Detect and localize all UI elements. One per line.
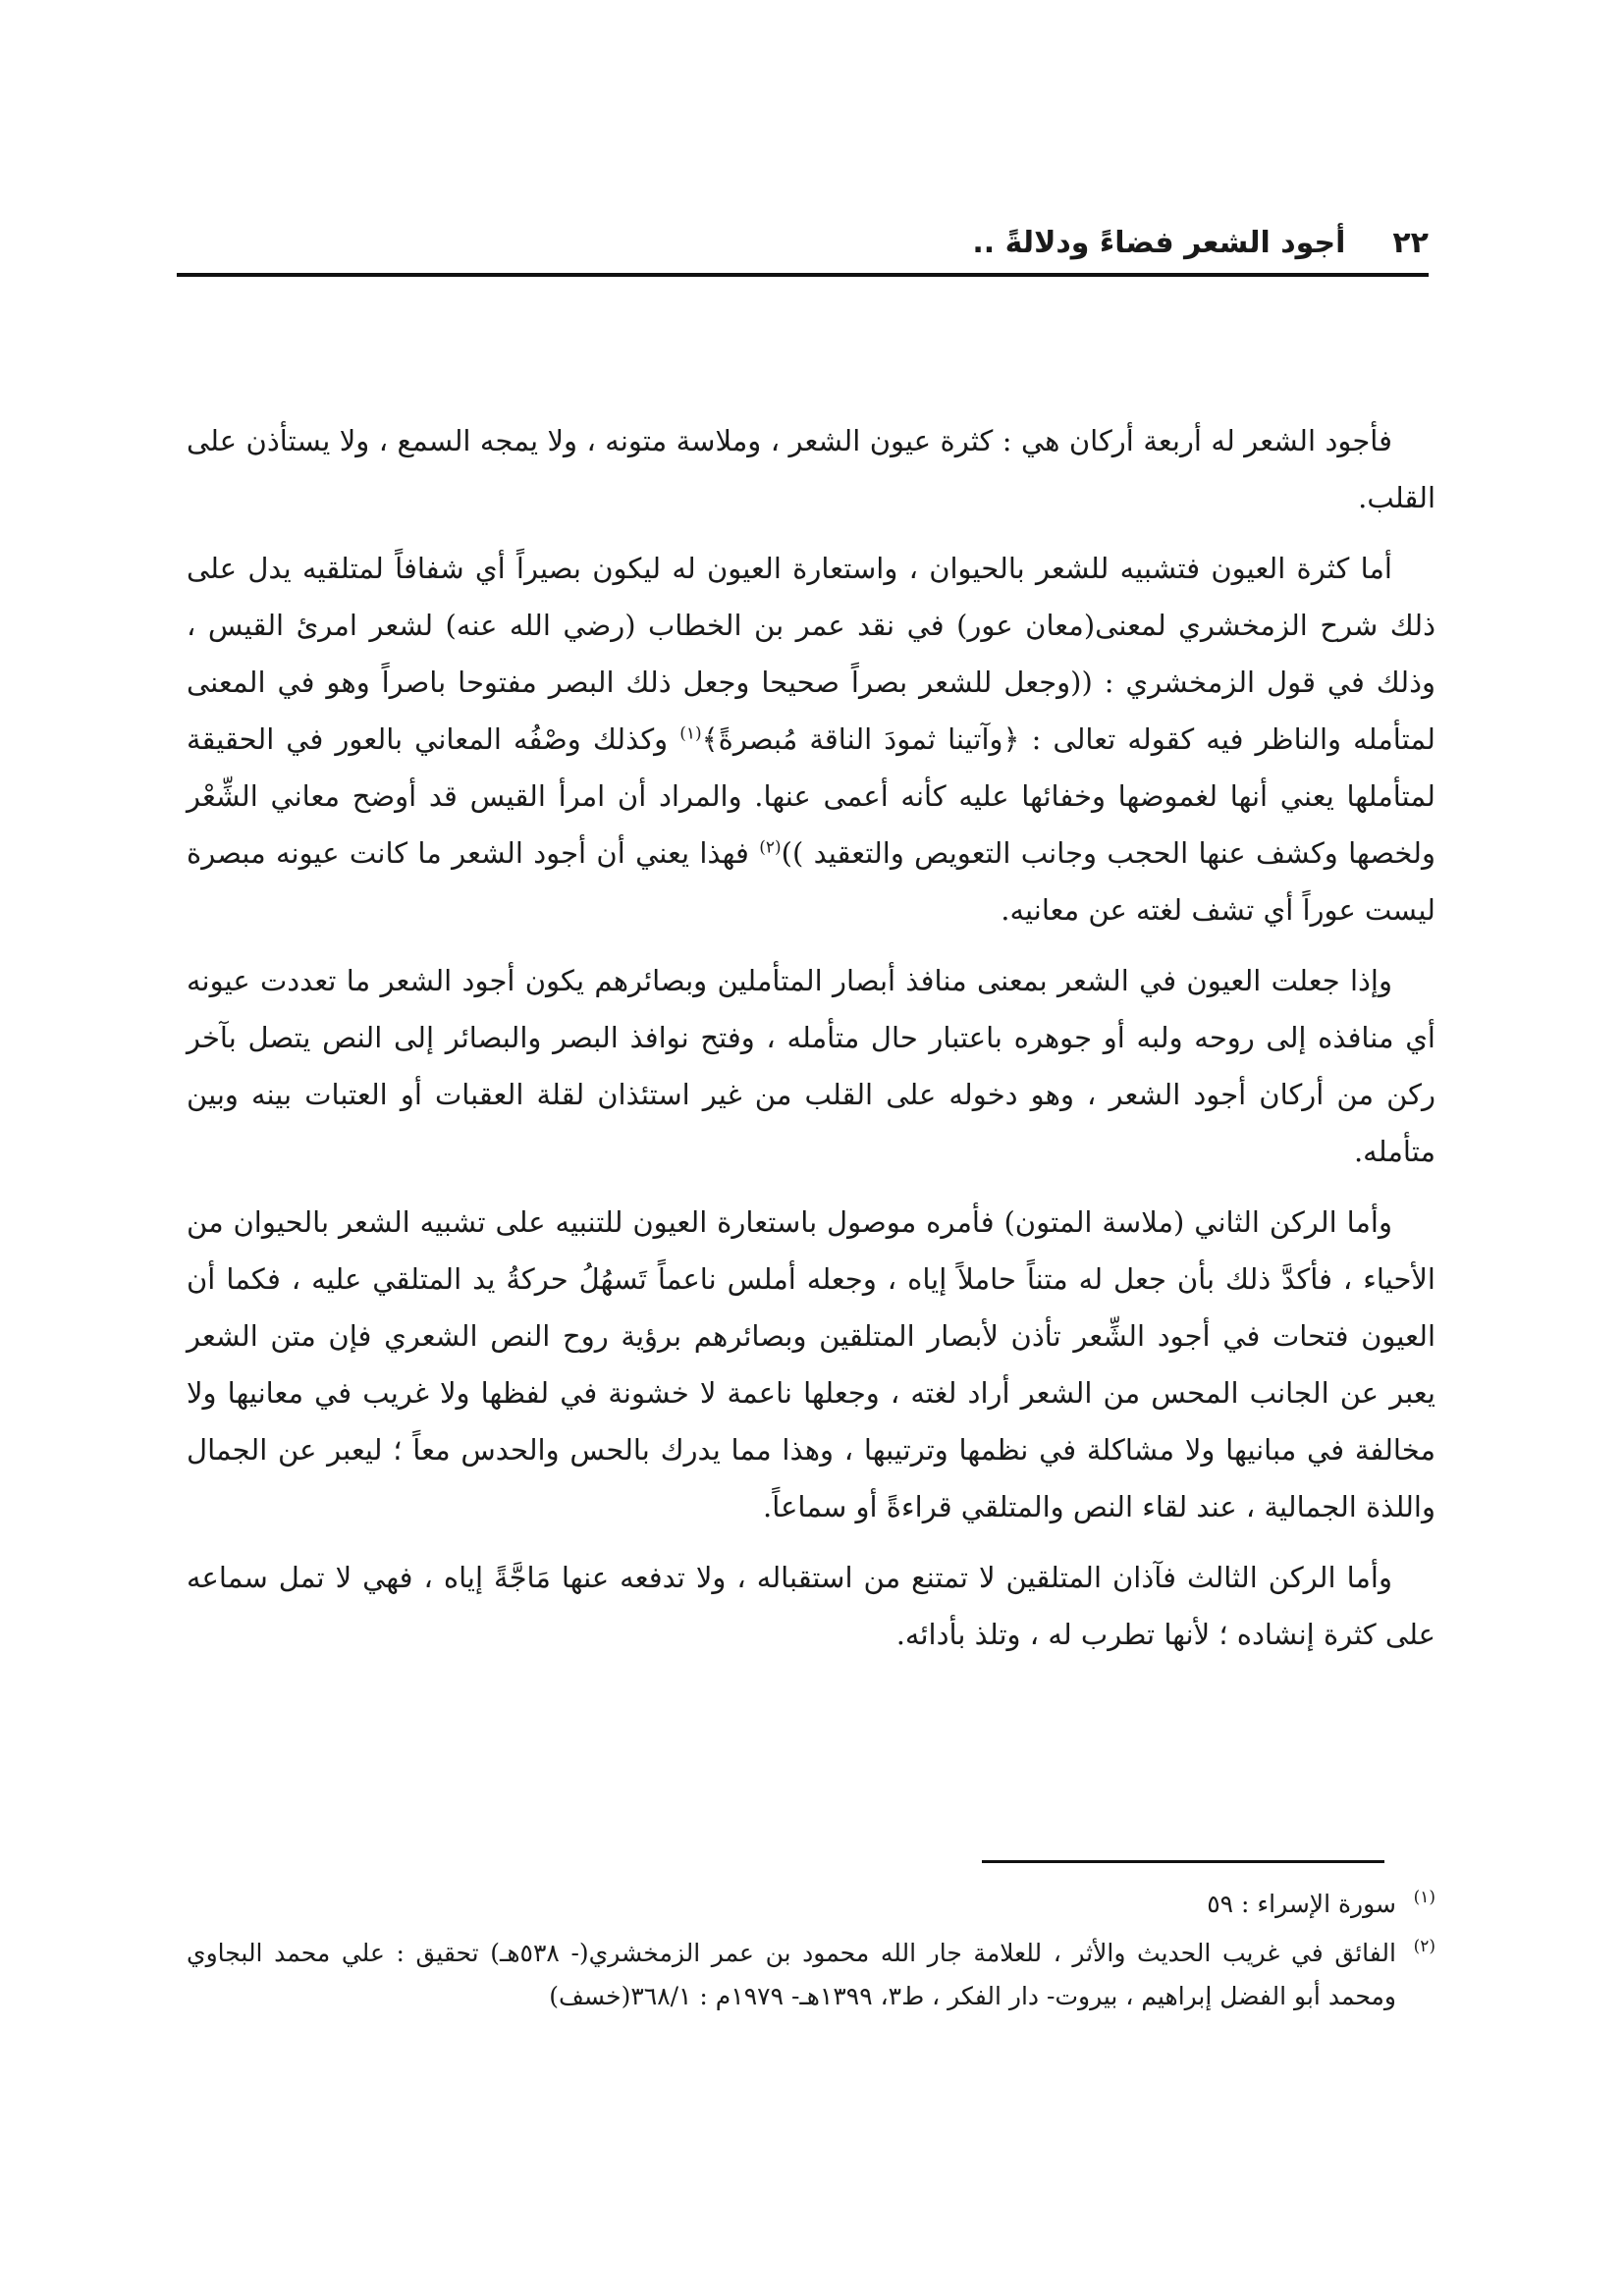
footnote-reference: (٢): [759, 837, 782, 858]
header-divider: [177, 273, 1429, 277]
footnote-number: (١): [1413, 1888, 1435, 1907]
footnote: [187, 1932, 1435, 2018]
paragraph-segment: أما كثرة العيون فتشبيه للشعر بالحيوان ، واستعارة العيون له ليكون بصيراً أي شفافاً لمتلقيه يدل على ذلك شرح الزمخشري لمعنى(معان عور) في نقد عمر بن الخطاب (رضي الله عنه) لشعر امرئ القيس ، وذلك في قول الزمخشري : ((وجعل للشعر بصراً صحيحا وجعل ذلك البصر مفتوحا باصراً وهو في المعنى لمتأمله والناظر فيه كقوله تعالى : ﴿وآتينا ثمودَ الناقة مُبصرةً﴾: [187, 552, 1435, 756]
footnote: [187, 1883, 1435, 1926]
paragraph: وإذا جعلت العيون في الشعر بمعنى منافذ أبصار المتأملين وبصائرهم يكون أجود الشعر ما تعددت عيونه أي منافذه إلى روحه ولبه أو جوهره باعتبار حال متأمله ، وفتح نوافذ البصر والبصائر إلى النص يتصل بآخر ركن من أركان أجود الشعر ، وهو دخوله على القلب من غير استئذان لقلة العقبات أو العتبات بينه وبين متأمله.: [187, 964, 1435, 1168]
footnote-reference: (١): [679, 723, 702, 744]
footnote-divider: [982, 1860, 1384, 1863]
page-header: [177, 218, 1429, 267]
paragraph: فأجود الشعر له أربعة أركان هي : كثرة عيون الشعر ، وملاسة متونه ، ولا يمجه السمع ، ولا يستأذن على القلب.: [187, 424, 1435, 514]
running-title: أجود الشعر فضاءً ودلالةً ..: [972, 225, 1346, 260]
footnote-text: الفائق في غريب الحديث والأثر ، للعلامة جار الله محمود بن عمر الزمخشري(- ٥٣٨هـ) تحقيق : علي محمد البجاوي ومحمد أبو الفضل إبراهيم ، بيروت- دار الفكر ، ط٣، ١٣٩٩هـ- ١٩٧٩م : ٣٦٨/١(خسف): [187, 1939, 1396, 2010]
paragraph: وأما الركن الثالث فآذان المتلقين لا تمتنع من استقباله ، ولا تدفعه عنها مَاجَّةً إياه ، فهي لا تمل سماعه على كثرة إنشاده ؛ لأنها تطرب له ، وتلذ بأدائه.: [187, 1561, 1435, 1651]
paragraph-segment: فهذا يعني أن أجود الشعر ما كانت عيونه مبصرة ليست عوراً أي تشف لغته عن معانيه.: [187, 836, 1435, 927]
footnote-text: سورة الإسراء : ٥٩: [1207, 1890, 1396, 1918]
page-number: ٢٢: [1392, 225, 1429, 260]
footnotes: [187, 1883, 1435, 2024]
body-text: [187, 412, 1435, 1677]
paragraph: وأما الركن الثاني (ملاسة المتون) فأمره موصول باستعارة العيون للتنبيه على تشبيه الشعر بالحيوان من الأحياء ، فأكدَّ ذلك بأن جعل له متناً حاملاً إياه ، وجعله أملس ناعماً تَسهُلُ حركةُ يد المتلقي عليه ، فكما أن العيون فتحات في أجود الشِّعر تأذن لأبصار المتلقين وبصائرهم برؤية روح النص الشعري فإن متن الشعر يعبر عن الجانب المحس من الشعر أراد لغته ، وجعلها ناعمة لا خشونة في لفظها ولا غريب في معانيها ولا مخالفة في مبانيها ولا مشاكلة في نظمها وترتيبها ، وهذا مما يدرك بالحس والحدس معاً ؛ ليعبر عن الجمال واللذة الجمالية ، عند لقاء النص والمتلقي قراءةً أو سماعاً.: [187, 1205, 1435, 1523]
footnote-number: (٢): [1413, 1937, 1435, 1956]
paragraph: [187, 540, 1435, 938]
paragraph-segment: وكذلك وصْفُه المعاني بالعور في الحقيقة لمتأملها يعني أنها لغموضها وخفائها عليه كأنه أعمى عنها. والمراد أن امرأ القيس قد أوضح معاني الشِّعْر ولخصها وكشف عنها الحجب وجانب التعويص والتعقيد )): [187, 722, 1435, 870]
